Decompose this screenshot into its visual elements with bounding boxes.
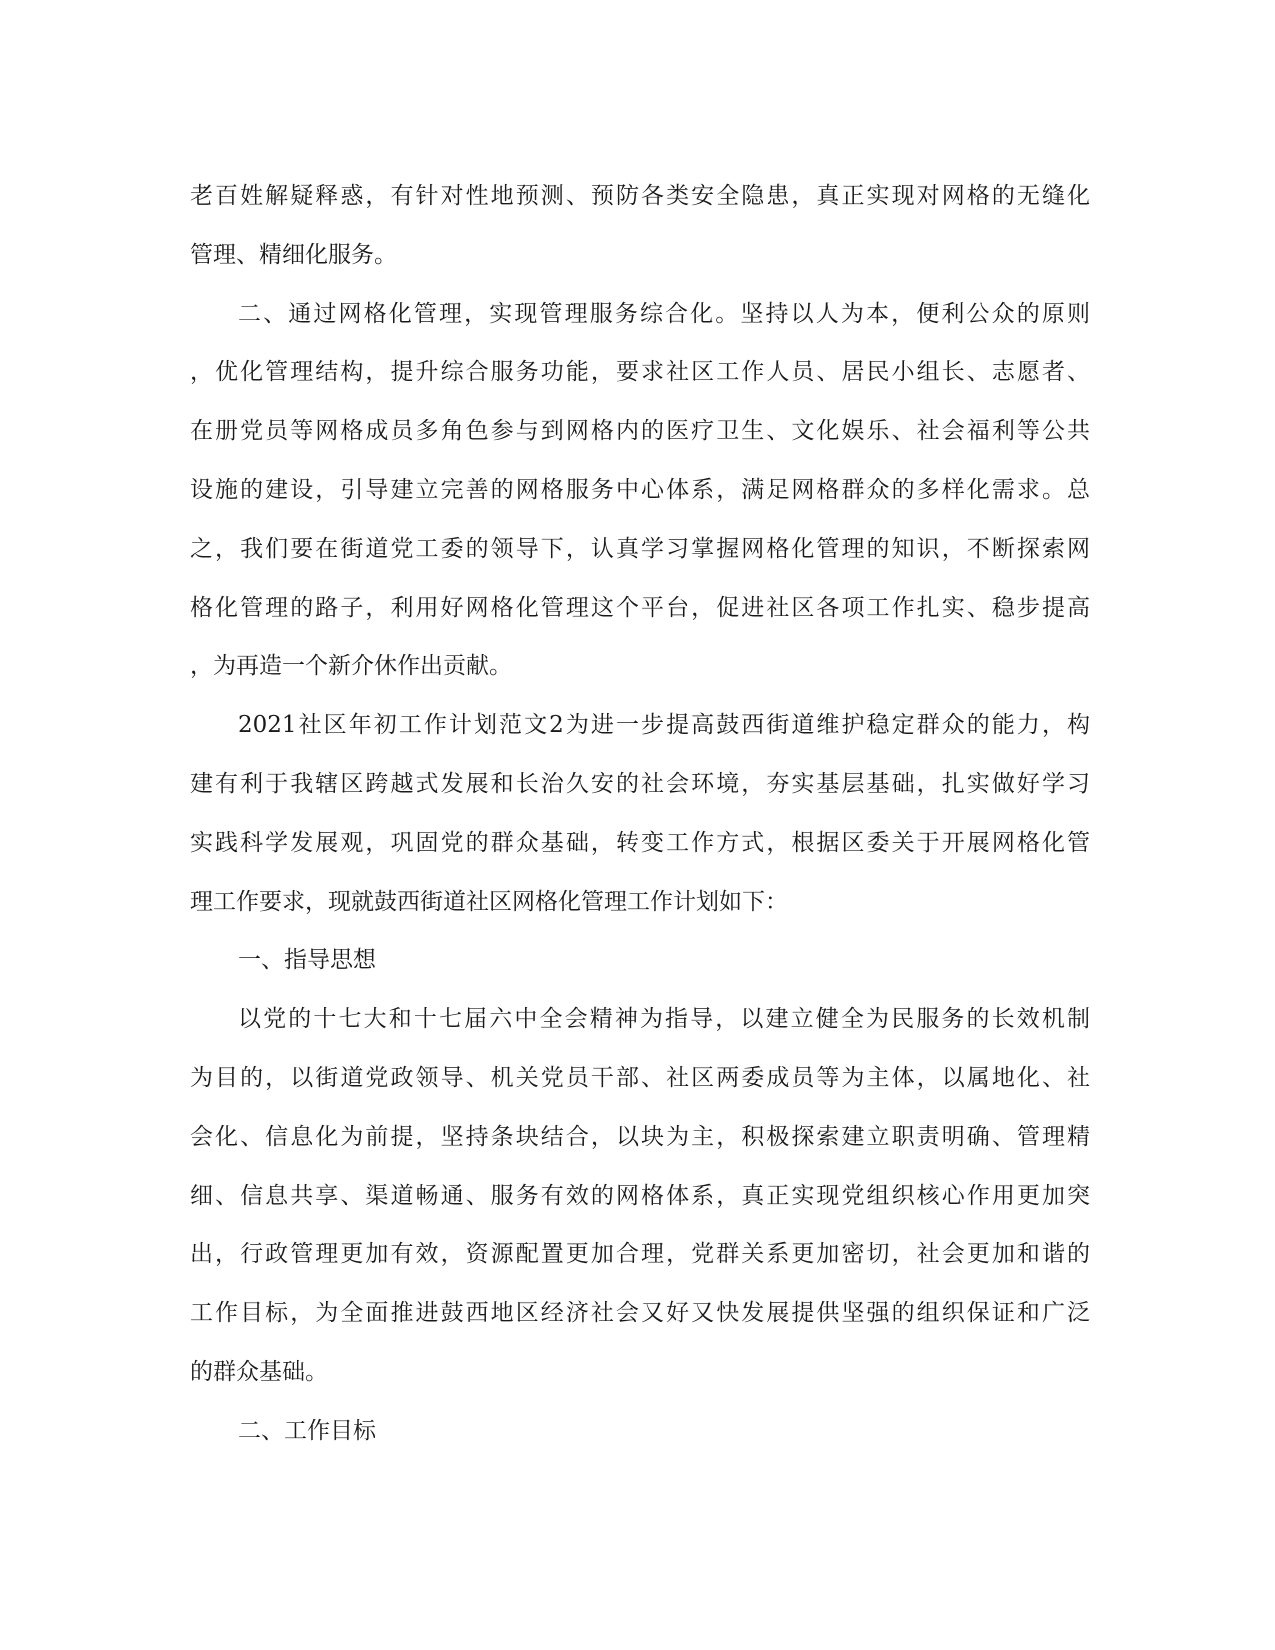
- body-line: 理工作要求，现就鼓西街道社区网格化管理工作计划如下：: [190, 888, 788, 915]
- paragraph-line: 2021社区年初工作计划范文2为进一步提高鼓西街道维护稳定群众的能力，构: [238, 712, 1090, 739]
- paragraph-line: 二、通过网格化管理，实现管理服务综合化。坚持以人为本，便利公众的原则: [238, 300, 1090, 327]
- body-line: 实践科学发展观，巩固党的群众基础，转变工作方式，根据区委关于开展网格化管: [190, 829, 1090, 856]
- body-line: ，优化管理结构，提升综合服务功能，要求社区工作人员、居民小组长、志愿者、: [190, 359, 1090, 386]
- section-heading: 二、工作目标: [238, 1417, 376, 1444]
- paragraph-line: 以党的十七大和十七届六中全会精神为指导，以建立健全为民服务的长效机制: [238, 1006, 1090, 1033]
- body-line: 之，我们要在街道党工委的领导下，认真学习掌握网格化管理的知识，不断探索网: [190, 535, 1090, 562]
- document-body: [190, 167, 1090, 1461]
- body-line: 会化、信息化为前提，坚持条块结合，以块为主，积极探索建立职责明确、管理精: [190, 1123, 1090, 1150]
- body-line: 工作目标，为全面推进鼓西地区经济社会又好又快发展提供坚强的组织保证和广泛: [190, 1300, 1090, 1327]
- body-line: 老百姓解疑释惑，有针对性地预测、预防各类安全隐患，真正实现对网格的无缝化: [190, 183, 1090, 209]
- body-line: 设施的建设，引导建立完善的网格服务中心体系，满足网格群众的多样化需求。总: [190, 476, 1090, 503]
- body-line: 格化管理的路子，利用好网格化管理这个平台，促进社区各项工作扎实、稳步提高: [190, 594, 1090, 621]
- body-line: ，为再造一个新介休作出贡献。: [190, 653, 512, 680]
- body-line: 出，行政管理更加有效，资源配置更加合理，党群关系更加密切，社会更加和谐的: [190, 1241, 1090, 1268]
- body-line: 细、信息共享、渠道畅通、服务有效的网格体系，真正实现党组织核心作用更加突: [190, 1182, 1090, 1209]
- body-line: 为目的，以街道党政领导、机关党员干部、社区两委成员等为主体，以属地化、社: [190, 1064, 1090, 1091]
- body-line: 建有利于我辖区跨越式发展和长治久安的社会环境，夯实基层基础，扎实做好学习: [190, 770, 1090, 797]
- body-line: 管理、精细化服务。: [190, 241, 397, 268]
- body-line: 的群众基础。: [190, 1358, 328, 1385]
- section-heading: 一、指导思想: [238, 947, 376, 974]
- body-line: 在册党员等网格成员多角色参与到网格内的医疗卫生、文化娱乐、社会福利等公共: [190, 418, 1090, 445]
